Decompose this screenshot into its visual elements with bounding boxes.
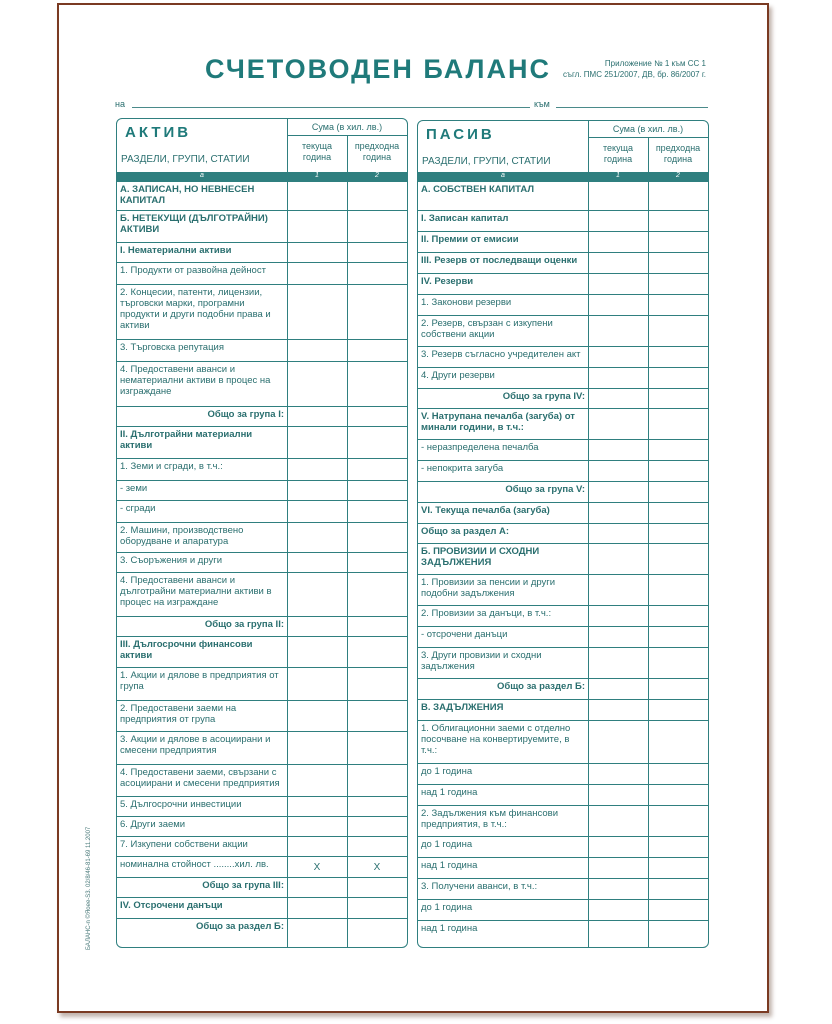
row-label: А. СОБСТВЕН КАПИТАЛ xyxy=(421,184,535,195)
current-year-cell[interactable] xyxy=(588,503,648,524)
table-row xyxy=(117,339,407,362)
previous-year-cell[interactable] xyxy=(347,340,407,362)
previous-year-cell[interactable]: X xyxy=(373,862,381,873)
previous-year-cell[interactable] xyxy=(648,575,708,606)
current-year-cell[interactable] xyxy=(287,407,347,427)
row-label: - неразпределена печалба xyxy=(421,442,539,453)
current-year-cell[interactable] xyxy=(588,232,648,253)
previous-year-cell[interactable] xyxy=(648,879,708,900)
current-year-cell[interactable] xyxy=(287,898,347,919)
row-label: 4. Предоставени аванси и дълготрайни материални активи в процес на изграждане xyxy=(120,575,272,608)
previous-year-cell[interactable] xyxy=(648,295,708,316)
previous-year-cell[interactable] xyxy=(648,274,708,295)
current-year-cell[interactable] xyxy=(588,524,648,544)
row-label: II. Премии от емисии xyxy=(421,234,519,245)
previous-year-cell[interactable] xyxy=(648,368,708,389)
liabilities-subtitle: РАЗДЕЛИ, ГРУПИ, СТАТИИ xyxy=(422,156,551,167)
previous-year-cell[interactable] xyxy=(347,285,407,340)
current-year-cell[interactable] xyxy=(287,340,347,362)
column-index-bar xyxy=(418,172,708,181)
previous-year-cell[interactable] xyxy=(347,407,407,427)
table-row xyxy=(418,460,708,482)
table-row xyxy=(117,700,407,732)
table-row xyxy=(418,647,708,679)
previous-year-cell[interactable] xyxy=(648,806,708,837)
table-row xyxy=(117,764,407,797)
current-year-cell[interactable] xyxy=(287,837,347,857)
row-label: 3. Търговска репутация xyxy=(120,342,224,353)
row-label: IV. Отсрочени данъци xyxy=(120,900,223,911)
table-row xyxy=(418,252,708,274)
current-year-cell[interactable] xyxy=(588,785,648,806)
row-label: I. Нематериални активи xyxy=(120,245,232,256)
bar-2: 2 xyxy=(375,172,379,179)
kam-label: към xyxy=(534,99,550,109)
table-row xyxy=(117,426,407,459)
row-label: 3. Резерв съгласно учредителен акт xyxy=(421,349,581,360)
table-row xyxy=(117,458,407,481)
current-year-cell[interactable] xyxy=(287,817,347,837)
table-row xyxy=(418,920,708,942)
table-row xyxy=(117,210,407,243)
row-label: Общо за раздел Б: xyxy=(496,681,585,692)
current-year-cell[interactable] xyxy=(588,700,648,721)
table-row xyxy=(418,273,708,295)
current-year-cell[interactable] xyxy=(588,368,648,389)
row-label: Общо за група IV: xyxy=(502,391,585,402)
row-label: 1. Провизии за пенсии и други подобни задължения xyxy=(421,577,556,599)
previous-year-cell[interactable] xyxy=(648,858,708,879)
current-year-cell[interactable] xyxy=(287,553,347,573)
bar-1: 1 xyxy=(616,172,620,179)
na-fill-line[interactable] xyxy=(132,107,530,108)
previous-year-cell[interactable] xyxy=(648,461,708,482)
assets-table xyxy=(116,118,408,948)
kam-fill-line[interactable] xyxy=(556,107,708,108)
table-row xyxy=(418,543,708,575)
previous-year-cell[interactable] xyxy=(347,523,407,553)
row-label: 3. Акции и дялове в асоциирани и смесени предприятия xyxy=(120,734,271,756)
previous-year-cell[interactable] xyxy=(648,347,708,368)
previous-year-cell[interactable] xyxy=(347,573,407,617)
row-label: V. Натрупана печалба (загуба) от минали години, в т.ч.: xyxy=(421,411,575,433)
table-row xyxy=(117,856,407,878)
previous-year-cell[interactable] xyxy=(347,817,407,837)
previous-year-cell[interactable] xyxy=(648,764,708,785)
current-year-cell[interactable] xyxy=(588,806,648,837)
current-year-cell[interactable] xyxy=(287,211,347,243)
annex-note xyxy=(556,58,706,80)
current-year-cell[interactable] xyxy=(588,858,648,879)
col-divider xyxy=(287,119,288,947)
table-row xyxy=(418,294,708,316)
table-row xyxy=(117,836,407,857)
previous-year-cell[interactable] xyxy=(347,617,407,637)
current-year-cell[interactable] xyxy=(287,668,347,701)
table-row xyxy=(418,784,708,806)
previous-year-cell[interactable] xyxy=(347,732,407,765)
row-label: - земи xyxy=(120,483,148,494)
na-label: на xyxy=(115,99,125,109)
assets-col1-label: текуща година xyxy=(302,141,332,162)
table-row xyxy=(117,731,407,765)
current-year-cell[interactable] xyxy=(588,482,648,503)
current-year-cell[interactable] xyxy=(287,459,347,481)
current-year-cell[interactable] xyxy=(588,606,648,627)
row-label: 3. Получени аванси, в т.ч.: xyxy=(421,881,538,892)
col-divider xyxy=(588,121,589,947)
previous-year-cell[interactable] xyxy=(347,919,407,939)
liabilities-title: ПАСИВ xyxy=(426,126,495,143)
row-label: III. Дългосрочни финансови активи xyxy=(120,639,253,661)
table-row xyxy=(117,667,407,701)
previous-year-cell[interactable] xyxy=(648,182,708,211)
current-year-cell[interactable] xyxy=(588,461,648,482)
liabilities-col1-label: текуща година xyxy=(603,143,633,164)
current-year-cell[interactable] xyxy=(287,573,347,617)
previous-year-cell[interactable] xyxy=(648,785,708,806)
table-row xyxy=(117,616,407,637)
current-year-cell[interactable] xyxy=(287,481,347,501)
row-label: 2. Задължения към финансови предприятия, в т.ч.: xyxy=(421,808,559,830)
current-year-cell[interactable] xyxy=(588,274,648,295)
table-row xyxy=(117,361,407,407)
row-label: 4. Предоставени заеми, свързани с асоциирани и смесени предприятия xyxy=(120,767,280,789)
previous-year-cell[interactable] xyxy=(648,900,708,921)
current-year-cell[interactable] xyxy=(588,879,648,900)
row-label: над 1 година xyxy=(421,860,478,871)
table-row xyxy=(117,242,407,263)
previous-year-cell[interactable] xyxy=(648,316,708,347)
previous-year-cell[interactable] xyxy=(648,253,708,274)
table-row xyxy=(418,805,708,837)
table-row xyxy=(418,388,708,409)
current-year-cell[interactable] xyxy=(588,837,648,858)
row-label: 2. Резерв, свързан с изкупени собствени акции xyxy=(421,318,553,340)
assets-sum-label: Сума (в хил. лв.) xyxy=(311,122,383,132)
current-year-cell[interactable] xyxy=(588,627,648,648)
table-row xyxy=(418,210,708,232)
previous-year-cell[interactable] xyxy=(347,459,407,481)
row-label: 1. Облигационни заеми с отделно посочване на конвертируемите, в т.ч.: xyxy=(421,723,571,756)
table-row xyxy=(117,406,407,427)
previous-year-cell[interactable] xyxy=(648,921,708,942)
previous-year-cell[interactable] xyxy=(648,232,708,253)
current-year-cell[interactable] xyxy=(588,544,648,575)
row-label: над 1 година xyxy=(421,923,478,934)
current-year-cell[interactable] xyxy=(287,523,347,553)
previous-year-cell[interactable] xyxy=(347,211,407,243)
table-row xyxy=(418,315,708,347)
table-row xyxy=(418,367,708,389)
row-label: до 1 година xyxy=(421,839,473,850)
current-year-cell[interactable] xyxy=(588,295,648,316)
table-row xyxy=(117,897,407,919)
table-row xyxy=(418,605,708,627)
row-label: 6. Други заеми xyxy=(120,819,186,830)
table-row xyxy=(418,878,708,900)
row-label: Б. ПРОВИЗИИ И СХОДНИ ЗАДЪЛЖЕНИЯ xyxy=(421,546,540,568)
current-year-cell[interactable] xyxy=(588,575,648,606)
row-label: 1. Земи и сгради, в т.ч.: xyxy=(120,461,223,472)
table-row xyxy=(418,346,708,368)
previous-year-cell[interactable] xyxy=(648,440,708,461)
row-label: Общо за група II: xyxy=(204,619,284,630)
row-label: 3. Съоръжения и други xyxy=(120,555,223,566)
table-row xyxy=(117,816,407,837)
row-label: Общо за група V: xyxy=(505,484,585,495)
bar-2: 2 xyxy=(676,172,680,179)
table-row xyxy=(418,836,708,858)
row-label: Б. НЕТЕКУЩИ (ДЪЛГОТРАЙНИ) АКТИВИ xyxy=(120,213,268,235)
row-label: - сгради xyxy=(120,503,156,514)
previous-year-cell[interactable] xyxy=(648,503,708,524)
bar-a: а xyxy=(200,172,204,179)
row-label: 3. Други провизии и сходни задължения xyxy=(421,650,542,672)
current-year-cell[interactable] xyxy=(287,263,347,285)
table-row xyxy=(117,522,407,553)
table-row xyxy=(117,636,407,668)
current-year-cell[interactable] xyxy=(287,427,347,459)
previous-year-cell[interactable] xyxy=(648,409,708,440)
row-label: над 1 година xyxy=(421,787,478,798)
previous-year-cell[interactable] xyxy=(347,481,407,501)
current-year-cell[interactable] xyxy=(287,797,347,817)
previous-year-cell[interactable] xyxy=(347,501,407,523)
previous-year-cell[interactable] xyxy=(648,627,708,648)
row-label: Общо за раздел Б: xyxy=(195,921,284,932)
row-label: 1. Законови резерви xyxy=(421,297,512,308)
table-row xyxy=(418,899,708,921)
previous-year-cell[interactable] xyxy=(648,389,708,409)
table-row xyxy=(418,763,708,785)
table-row xyxy=(418,502,708,524)
current-year-cell[interactable] xyxy=(588,900,648,921)
assets-col2-label: предходна година xyxy=(354,141,400,162)
previous-year-cell[interactable] xyxy=(347,898,407,919)
previous-year-cell[interactable] xyxy=(648,679,708,700)
bar-a: а xyxy=(501,172,505,179)
liabilities-table xyxy=(417,120,709,948)
table-row xyxy=(418,720,708,764)
row-label: А. ЗАПИСАН, НО НЕВНЕСЕН КАПИТАЛ xyxy=(120,184,255,206)
table-row xyxy=(117,918,407,939)
current-year-cell[interactable] xyxy=(287,919,347,939)
row-label: Общо за група I: xyxy=(207,409,284,420)
current-year-cell[interactable] xyxy=(588,253,648,274)
table-row xyxy=(117,796,407,817)
previous-year-cell[interactable] xyxy=(648,700,708,721)
row-label: до 1 година xyxy=(421,902,473,913)
row-label: - отсрочени данъци xyxy=(421,629,508,640)
current-year-cell[interactable] xyxy=(287,285,347,340)
previous-year-cell[interactable] xyxy=(648,544,708,575)
previous-year-cell[interactable] xyxy=(347,263,407,285)
previous-year-cell[interactable] xyxy=(648,482,708,503)
current-year-cell[interactable] xyxy=(287,732,347,765)
current-year-cell[interactable] xyxy=(588,389,648,409)
table-row xyxy=(117,181,407,211)
current-year-cell[interactable] xyxy=(287,243,347,263)
table-row xyxy=(117,262,407,285)
page-title: СЧЕТОВОДЕН БАЛАНС xyxy=(205,54,551,84)
current-year-cell[interactable] xyxy=(588,211,648,232)
row-label: 2. Концесии, патенти, лицензии, търговски марки, програмни продукти и други подобни права и активи xyxy=(120,287,271,331)
current-year-cell[interactable] xyxy=(588,679,648,700)
annex-line-2: съгл. ПМС 251/2007, ДВ, бр. 86/2007 г. xyxy=(562,70,706,79)
current-year-cell[interactable] xyxy=(588,440,648,461)
current-year-cell[interactable] xyxy=(287,765,347,797)
previous-year-cell[interactable] xyxy=(347,427,407,459)
previous-year-cell[interactable] xyxy=(347,362,407,407)
current-year-cell[interactable] xyxy=(287,362,347,407)
row-label: 2. Машини, производствено оборудване и апаратура xyxy=(120,525,244,547)
table-row xyxy=(418,523,708,544)
previous-year-cell[interactable] xyxy=(347,765,407,797)
previous-year-cell[interactable] xyxy=(648,211,708,232)
table-row xyxy=(418,481,708,503)
bar-1: 1 xyxy=(315,172,319,179)
current-year-cell[interactable] xyxy=(287,617,347,637)
side-print-code: БАЛАНС-n ©Яoee-S3. 02/8/46-81-69 11.2007 xyxy=(86,826,92,950)
table-row xyxy=(418,574,708,606)
table-row xyxy=(418,181,708,211)
current-year-cell[interactable] xyxy=(588,316,648,347)
previous-year-cell[interactable] xyxy=(347,243,407,263)
row-label: Общо за група III: xyxy=(202,880,284,891)
row-label: Общо за раздел А: xyxy=(421,526,510,537)
table-row xyxy=(117,552,407,573)
row-label: 1. Акции и дялове в предприятия от група xyxy=(120,670,279,692)
liabilities-col2-label: предходна година xyxy=(655,143,701,164)
current-year-cell[interactable] xyxy=(588,721,648,764)
row-label: III. Резерв от последващи оценки xyxy=(421,255,578,266)
row-label: до 1 година xyxy=(421,766,473,777)
table-row xyxy=(418,699,708,721)
current-year-cell[interactable] xyxy=(287,501,347,523)
row-label: 4. Предоставени аванси и нематериални активи в процес на изграждане xyxy=(120,364,271,397)
col-divider xyxy=(648,137,649,947)
current-year-cell[interactable] xyxy=(588,409,648,440)
table-row xyxy=(418,439,708,461)
current-year-cell[interactable] xyxy=(588,764,648,785)
previous-year-cell[interactable] xyxy=(347,878,407,898)
previous-year-cell[interactable] xyxy=(648,721,708,764)
previous-year-cell[interactable] xyxy=(648,648,708,679)
table-row xyxy=(117,284,407,340)
row-label: - непокрита загуба xyxy=(421,463,504,474)
current-year-cell[interactable] xyxy=(287,637,347,668)
assets-title: АКТИВ xyxy=(125,124,192,141)
assets-subtitle: РАЗДЕЛИ, ГРУПИ, СТАТИИ xyxy=(121,154,250,165)
previous-year-cell[interactable] xyxy=(648,524,708,544)
previous-year-cell[interactable] xyxy=(347,553,407,573)
current-year-cell[interactable] xyxy=(287,878,347,898)
column-index-bar xyxy=(117,172,407,181)
row-label: 5. Дългосрочни инвестиции xyxy=(120,799,242,810)
current-year-cell[interactable]: X xyxy=(313,862,321,873)
table-row xyxy=(117,572,407,617)
table-row xyxy=(418,408,708,440)
row-label: 2. Провизии за данъци, в т.ч.: xyxy=(421,608,552,619)
previous-year-cell[interactable] xyxy=(347,701,407,732)
row-label: В. ЗАДЪЛЖЕНИЯ xyxy=(421,702,504,713)
annex-line-1: Приложение № 1 към СС 1 xyxy=(604,59,706,68)
previous-year-cell[interactable] xyxy=(347,668,407,701)
current-year-cell[interactable] xyxy=(588,648,648,679)
previous-year-cell[interactable] xyxy=(347,837,407,857)
row-label: 7. Изкупени собствени акции xyxy=(120,839,248,850)
row-label: номинална стойност ........хил. лв. xyxy=(120,859,269,870)
table-row xyxy=(418,857,708,879)
previous-year-cell[interactable] xyxy=(347,797,407,817)
row-label: VI. Текуща печалба (загуба) xyxy=(421,505,550,516)
table-row xyxy=(117,500,407,523)
table-row xyxy=(418,678,708,700)
current-year-cell[interactable] xyxy=(588,182,648,211)
previous-year-cell[interactable] xyxy=(347,637,407,668)
row-label: 2. Предоставени заеми на предприятия от група xyxy=(120,703,237,725)
table-row xyxy=(418,231,708,253)
previous-year-cell[interactable] xyxy=(347,182,407,211)
row-label: 1. Продукти от развойна дейност xyxy=(120,265,266,276)
table-row xyxy=(117,877,407,898)
table-row xyxy=(117,480,407,501)
row-label: IV. Резерви xyxy=(421,276,474,287)
current-year-cell[interactable] xyxy=(588,921,648,942)
previous-year-cell[interactable] xyxy=(648,837,708,858)
current-year-cell[interactable] xyxy=(588,347,648,368)
current-year-cell[interactable] xyxy=(287,182,347,211)
row-label: II. Дълготрайни материални активи xyxy=(120,429,253,451)
row-label: 4. Други резерви xyxy=(421,370,495,381)
col-divider xyxy=(347,135,348,947)
previous-year-cell[interactable] xyxy=(648,606,708,627)
row-label: I. Записан капитал xyxy=(421,213,509,224)
current-year-cell[interactable] xyxy=(287,701,347,732)
table-row xyxy=(418,626,708,648)
liabilities-sum-label: Сума (в хил. лв.) xyxy=(612,124,684,134)
